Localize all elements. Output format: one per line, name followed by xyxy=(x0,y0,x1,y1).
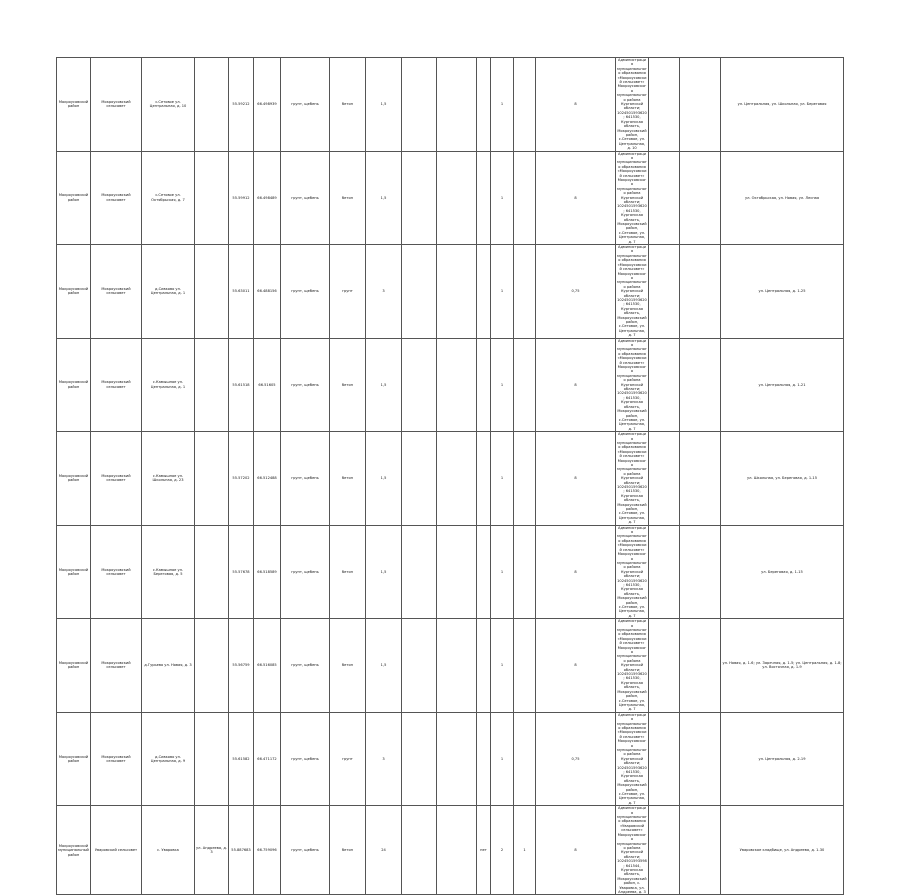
empty-cell xyxy=(437,58,477,152)
longitude-cell: 66.51605 xyxy=(254,338,281,432)
register-table xyxy=(56,57,844,895)
extra-cell xyxy=(477,712,491,806)
empty-cell xyxy=(680,245,721,339)
extra-cell xyxy=(477,525,491,619)
count2-cell xyxy=(514,619,536,713)
organization-cell: Администрация муниципального образования «Мокроусовский сельсовет» Мокроусовского муниципального района Курганской области; 1024501593620; 641530, Курганская область, Мокроусовский район, с.Сетовое, ул. Центральная, д. 7 xyxy=(617,151,647,244)
count-cell: 1 xyxy=(491,619,514,713)
volume-cell: 8 xyxy=(536,338,616,432)
empty-cell xyxy=(437,432,477,526)
empty-cell xyxy=(437,712,477,806)
sources-cell: ул. Новая, д. 1-6; ул. Заречная, д. 1-5; ул. Центральная, д. 1-8; ул. Восточная, д. 1-9 xyxy=(721,619,844,713)
area-cell: 3 xyxy=(366,245,402,339)
street-cell xyxy=(195,525,229,619)
district-cell: Мокроусовский район xyxy=(57,338,91,432)
address-cell: с.Камышное ул. Центральная, д. 1 xyxy=(142,338,195,432)
surface-cell: грунт, щебень xyxy=(281,806,330,895)
extra-cell: нет xyxy=(477,806,491,895)
longitude-cell: 66.518589 xyxy=(254,525,281,619)
volume-cell: 8 xyxy=(536,806,616,895)
organization-cell: Администрация муниципального образования «Мокроусовский сельсовет» Мокроусовского муниципального района Курганской области; 1024501593620; 641530, Курганская область, Мокроусовский район, с.Сетовое, ул. Центральная, д. 7 xyxy=(617,245,647,338)
empty-cell xyxy=(437,245,477,339)
empty-cell xyxy=(402,245,437,339)
surface-cell: грунт, щебень xyxy=(281,338,330,432)
empty-cell xyxy=(437,806,477,895)
material-cell: бетон xyxy=(330,806,366,895)
table-row xyxy=(57,432,844,526)
address-cell: д.Гурьево ул. Новая, д. 3 xyxy=(142,619,195,713)
empty-cell xyxy=(402,338,437,432)
organization-cell: Администрация муниципального образования «Мокроусовский сельсовет» Мокроусовского муниципального района Курганской области; 1024501593620; 641530, Курганская область, Мокроусовский район, с.Сетовое, ул. Центральная, д. 7 xyxy=(617,338,647,431)
empty-cell xyxy=(649,432,680,526)
street-cell xyxy=(195,58,229,152)
empty-cell xyxy=(649,525,680,619)
settlement-cell: Уваровский сельсовет xyxy=(91,806,142,895)
count2-cell xyxy=(514,58,536,152)
street-cell xyxy=(195,151,229,245)
longitude-cell: 66.516085 xyxy=(254,619,281,713)
organization-cell: Администрация муниципального образования «Мокроусовский сельсовет» Мокроусовского муниципального района Курганской области; 1024501593620; 641530, Курганская область, Мокроусовский район, с.Сетовое, ул. Центральная, д. 7 xyxy=(617,432,647,525)
empty-cell xyxy=(437,525,477,619)
extra-cell xyxy=(477,432,491,526)
street-cell xyxy=(195,432,229,526)
area-cell: 3 xyxy=(366,712,402,806)
surface-cell: грунт, щебень xyxy=(281,525,330,619)
material-cell: бетон xyxy=(330,525,366,619)
volume-cell: 8 xyxy=(536,151,616,245)
volume-cell: 8 xyxy=(536,525,616,619)
settlement-cell: Мокроусовский сельсовет xyxy=(91,245,142,339)
empty-cell xyxy=(402,525,437,619)
address-cell: д.Сивково ул. Центральная, д. 1 xyxy=(142,245,195,339)
extra-cell xyxy=(477,151,491,245)
extra-cell xyxy=(477,58,491,152)
empty-cell xyxy=(680,619,721,713)
empty-cell xyxy=(437,619,477,713)
volume-cell: 0,75 xyxy=(536,245,616,339)
empty-cell xyxy=(649,151,680,245)
extra-cell xyxy=(477,619,491,713)
district-cell: Мокроусовский район xyxy=(57,619,91,713)
empty-cell xyxy=(649,619,680,713)
count-cell: 1 xyxy=(491,58,514,152)
empty-cell xyxy=(680,525,721,619)
settlement-cell: Мокроусовский сельсовет xyxy=(91,338,142,432)
district-cell: Мокроусовский район xyxy=(57,151,91,245)
longitude-cell: 66.512488 xyxy=(254,432,281,526)
street-cell xyxy=(195,619,229,713)
table-row xyxy=(57,338,844,432)
address-cell: с.Камышное ул. Береговая, д. 5 xyxy=(142,525,195,619)
settlement-cell: Мокроусовский сельсовет xyxy=(91,432,142,526)
district-cell: Мокроусовский район xyxy=(57,525,91,619)
table-row xyxy=(57,245,844,339)
empty-cell xyxy=(402,712,437,806)
empty-cell xyxy=(680,151,721,245)
empty-cell xyxy=(402,58,437,152)
volume-cell: 8 xyxy=(536,432,616,526)
volume-cell: 8 xyxy=(536,619,616,713)
latitude-cell: 55.57202 xyxy=(229,432,254,526)
longitude-cell: 66.498489 xyxy=(254,151,281,245)
latitude-cell: 55.56759 xyxy=(229,619,254,713)
sources-cell: ул. Школьная, ул. Береговая, д. 1-15 xyxy=(721,432,844,526)
count2-cell xyxy=(514,712,536,806)
material-cell: бетон xyxy=(330,432,366,526)
count-cell: 1 xyxy=(491,151,514,245)
street-cell xyxy=(195,245,229,339)
address-cell: с.Камышное ул. Школьная, д. 23 xyxy=(142,432,195,526)
address-cell: с.Сетовое ул. Центральная, д. 10 xyxy=(142,58,195,152)
count2-cell xyxy=(514,432,536,526)
count2-cell xyxy=(514,525,536,619)
latitude-cell: 55.61582 xyxy=(229,712,254,806)
extra-cell xyxy=(477,245,491,339)
empty-cell xyxy=(680,712,721,806)
area-cell: 24 xyxy=(366,806,402,895)
table-row xyxy=(57,806,844,895)
area-cell: 1,5 xyxy=(366,58,402,152)
sources-cell: ул. Центральная, д. 1-25 xyxy=(721,245,844,339)
count-cell: 1 xyxy=(491,712,514,806)
empty-cell xyxy=(680,806,721,895)
empty-cell xyxy=(437,338,477,432)
material-cell: бетон xyxy=(330,151,366,245)
latitude-cell: 55.61518 xyxy=(229,338,254,432)
extra-cell xyxy=(477,338,491,432)
volume-cell: 8 xyxy=(536,58,616,152)
district-cell: Мокроусовский район xyxy=(57,712,91,806)
longitude-cell: 66.498939 xyxy=(254,58,281,152)
empty-cell xyxy=(649,338,680,432)
sources-cell: ул. Центральная, д. 2-19 xyxy=(721,712,844,806)
settlement-cell: Мокроусовский сельсовет xyxy=(91,151,142,245)
count2-cell xyxy=(514,245,536,339)
material-cell: бетон xyxy=(330,338,366,432)
surface-cell: грунт, щебень xyxy=(281,245,330,339)
latitude-cell: 55.63011 xyxy=(229,245,254,339)
material-cell: бетон xyxy=(330,619,366,713)
count2-cell: 1 xyxy=(514,806,536,895)
surface-cell: грунт, щебень xyxy=(281,58,330,152)
empty-cell xyxy=(402,151,437,245)
street-cell: ул. Андреева, д. 3 xyxy=(195,806,229,895)
address-cell: с.Сетовое ул. Октябрьская, д. 7 xyxy=(142,151,195,245)
material-cell: грунт xyxy=(330,245,366,339)
empty-cell xyxy=(680,58,721,152)
count2-cell xyxy=(514,151,536,245)
empty-cell xyxy=(680,432,721,526)
material-cell: грунт xyxy=(330,712,366,806)
count2-cell xyxy=(514,338,536,432)
longitude-cell: 66.759096 xyxy=(254,806,281,895)
table-row xyxy=(57,151,844,245)
organization-cell: Администрация муниципального образования «Мокроусовский сельсовет» Мокроусовского муниципального района Курганской области; 1024501593620; 641530, Курганская область, Мокроусовский район, с.Сетовое, ул. Центральная, д. 7 xyxy=(617,525,647,618)
material-cell: бетон xyxy=(330,58,366,152)
area-cell: 1,5 xyxy=(366,432,402,526)
street-cell xyxy=(195,338,229,432)
organization-cell: Администрация муниципального образования «Уваровский сельсовет» Мокроусовского муниципального района Курганской области; 1024501593598; 641544, Курганская область, Мокроусовский район, с. Уваровка, ул. Андреева, д. 3 xyxy=(617,806,647,894)
settlement-cell: Мокроусовский сельсовет xyxy=(91,712,142,806)
empty-cell xyxy=(680,338,721,432)
settlement-cell: Мокроусовский сельсовет xyxy=(91,58,142,152)
surface-cell: грунт, щебень xyxy=(281,712,330,806)
count-cell: 2 xyxy=(491,806,514,895)
empty-cell xyxy=(402,806,437,895)
count-cell: 1 xyxy=(491,338,514,432)
district-cell: Мокроусовский район xyxy=(57,58,91,152)
count-cell: 1 xyxy=(491,525,514,619)
area-cell: 1,5 xyxy=(366,338,402,432)
organization-cell: Администрация муниципального образования «Мокроусовский сельсовет» Мокроусовского муниципального района Курганской области; 1024501593620; 641530, Курганская область, Мокроусовский район, с.Сетовое, ул. Центральная, д. 7 xyxy=(617,619,647,712)
settlement-cell: Мокроусовский сельсовет xyxy=(91,619,142,713)
area-cell: 1,5 xyxy=(366,619,402,713)
district-cell: Мокроусовский район xyxy=(57,432,91,526)
latitude-cell: 55.57678 xyxy=(229,525,254,619)
latitude-cell: 55.59912 xyxy=(229,151,254,245)
surface-cell: грунт, щебень xyxy=(281,151,330,245)
empty-cell xyxy=(649,806,680,895)
count-cell: 1 xyxy=(491,432,514,526)
district-cell: Мокроусовский район xyxy=(57,245,91,339)
table-row xyxy=(57,712,844,806)
sources-cell: ул. Береговая, д. 1-15 xyxy=(721,525,844,619)
empty-cell xyxy=(402,432,437,526)
longitude-cell: 66.471172 xyxy=(254,712,281,806)
empty-cell xyxy=(649,245,680,339)
sources-cell: Уваровское кладбище, ул. Андреева, д. 1-30 xyxy=(721,806,844,895)
empty-cell xyxy=(649,58,680,152)
latitude-cell: 55.887683 xyxy=(229,806,254,895)
count-cell: 1 xyxy=(491,245,514,339)
volume-cell: 0,75 xyxy=(536,712,616,806)
table-row xyxy=(57,619,844,713)
empty-cell xyxy=(649,712,680,806)
organization-cell: Администрация муниципального образования «Мокроусовский сельсовет» Мокроусовского муниципального района Курганской области; 1024501593620; 641530, Курганская область, Мокроусовский район, с.Сетовое, ул. Центральная, д. 7 xyxy=(617,712,647,805)
table-row xyxy=(57,58,844,152)
sources-cell: ул. Центральная, д. 1-21 xyxy=(721,338,844,432)
surface-cell: грунт, щебень xyxy=(281,619,330,713)
address-cell: с. Уваровка xyxy=(142,806,195,895)
table-row xyxy=(57,525,844,619)
organization-cell: Администрация муниципального образования «Мокроусовский сельсовет» Мокроусовского муниципального района Курганской области; 1024501593620; 641530, Курганская область, Мокроусовский район, с.Сетовое, ул. Центральная, д. 10 xyxy=(617,58,647,151)
sources-cell: ул. Октябрьская, ул. Новая, ул. Лесная xyxy=(721,151,844,245)
street-cell xyxy=(195,712,229,806)
empty-cell xyxy=(437,151,477,245)
settlement-cell: Мокроусовский сельсовет xyxy=(91,525,142,619)
sources-cell: ул. Центральная, ул. Школьная, ул. Береговая xyxy=(721,58,844,152)
area-cell: 1,5 xyxy=(366,525,402,619)
address-cell: д.Сивково ул. Центральная, д. 9 xyxy=(142,712,195,806)
surface-cell: грунт, щебень xyxy=(281,432,330,526)
empty-cell xyxy=(402,619,437,713)
latitude-cell: 55.59212 xyxy=(229,58,254,152)
area-cell: 1,5 xyxy=(366,151,402,245)
longitude-cell: 66.488156 xyxy=(254,245,281,339)
district-cell: Мокроусовский муниципальный район xyxy=(57,806,91,895)
